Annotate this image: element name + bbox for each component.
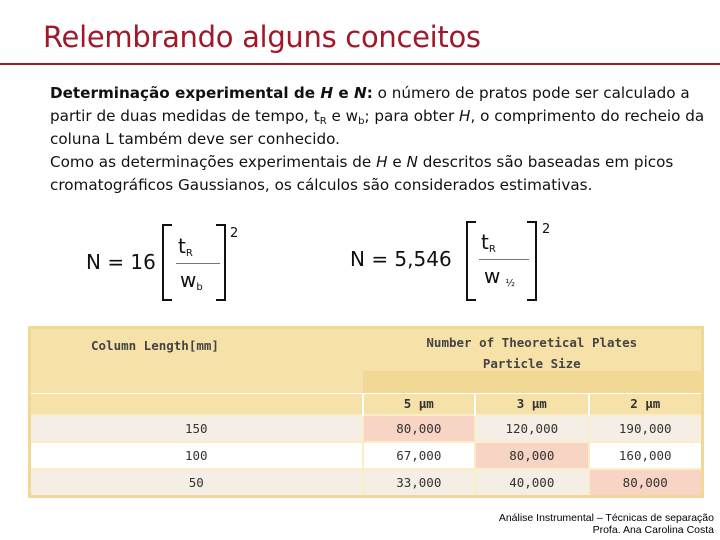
plates-cell: 190,000 — [589, 415, 701, 442]
lead-h: H — [320, 84, 334, 102]
formula1-num-sub: R — [185, 248, 193, 259]
plates-table-container — [28, 326, 704, 498]
size-header: 2 µm — [589, 393, 701, 415]
formula2-lhs: N = 5,546 — [350, 247, 452, 271]
formula2-right-bracket — [527, 221, 537, 301]
table-row — [31, 415, 701, 442]
formula2-denominator — [484, 264, 515, 288]
slide-title: Relembrando alguns conceitos — [43, 20, 481, 54]
table-header-row — [31, 329, 701, 371]
formula1-den-w: w — [180, 268, 197, 292]
table-row — [31, 442, 701, 469]
plates-cell: 67,000 — [363, 442, 476, 469]
title-divider — [0, 63, 720, 65]
formula2-den-w: w — [484, 264, 501, 288]
formula2-num-sub: R — [488, 244, 496, 255]
formula1-fraction-bar — [176, 263, 220, 264]
row-length: 50 — [31, 469, 363, 495]
group-header-subtitle: Particle Size — [482, 356, 581, 371]
footer-line-2: Profa. Ana Carolina Costa — [592, 524, 714, 536]
footer-line-1: Análise Instrumental – Técnicas de separação — [498, 512, 714, 524]
formula1-num-t: t — [178, 234, 186, 258]
plates-cell: 80,000 — [589, 469, 701, 495]
formula2-exponent: 2 — [542, 222, 551, 237]
formula2-den-sub: ½ — [505, 278, 516, 289]
col-length-subheader — [31, 393, 363, 415]
formula1-den-sub: b — [196, 282, 203, 293]
lead-e: e — [333, 84, 354, 102]
formula2-left-bracket — [466, 221, 476, 301]
var-h: H — [459, 107, 471, 125]
formula1-exponent: 2 — [230, 226, 239, 241]
sub-r: R — [319, 116, 327, 127]
var-h2: H — [376, 153, 388, 171]
row-length: 150 — [31, 415, 363, 442]
text-4: , o comprimento do recheio da coluna L também deve ser conhecido. — [50, 107, 705, 148]
text-6: e — [387, 153, 407, 171]
plates-cell: 80,000 — [475, 442, 588, 469]
formula1-right-bracket — [216, 224, 226, 301]
formula1-numerator — [178, 234, 193, 258]
plates-cell: 120,000 — [475, 415, 588, 442]
body-paragraph — [50, 82, 710, 197]
plates-cell: 80,000 — [363, 415, 476, 442]
text-1: o número de pratos pode ser calculado a partir de duas medidas de tempo, t — [50, 84, 690, 125]
group-header — [363, 329, 701, 371]
table-row — [31, 469, 701, 495]
formula1-denominator — [180, 268, 203, 292]
formula1-left-bracket — [162, 224, 172, 301]
formula2-numerator — [481, 230, 496, 254]
size-header: 3 µm — [475, 393, 588, 415]
col-length-header: Column Length[mm] — [91, 338, 219, 353]
text-5: Como as determinações experimentais de — [50, 153, 377, 171]
size-header: 5 µm — [363, 393, 476, 415]
group-header-title: Number of Theoretical Plates — [426, 335, 638, 350]
paragraph-1 — [50, 82, 710, 151]
row-length: 100 — [31, 442, 363, 469]
text-2: e w — [326, 107, 359, 125]
lead-text: Determinação experimental de — [50, 84, 321, 102]
var-n2: N — [406, 153, 418, 171]
paragraph-2 — [50, 151, 710, 197]
lead-n: N — [354, 84, 367, 102]
formula2-num-t: t — [481, 230, 489, 254]
sub-b: b — [358, 116, 365, 127]
lead-bold — [50, 84, 373, 102]
plates-table — [31, 329, 701, 495]
footer — [499, 512, 714, 536]
plates-cell: 33,000 — [363, 469, 476, 495]
text-7: descritos são baseadas em picos cromatográficos Gaussianos, os cálculos são considerados estimativas. — [50, 153, 674, 194]
formula1-lhs: N = 16 — [86, 250, 156, 274]
lead-colon: : — [366, 84, 373, 102]
plates-cell: 160,000 — [589, 442, 701, 469]
plates-cell: 40,000 — [475, 469, 588, 495]
particle-size-row — [31, 393, 701, 415]
text-3: ; para obter — [364, 107, 460, 125]
formula2-fraction-bar — [479, 259, 529, 260]
